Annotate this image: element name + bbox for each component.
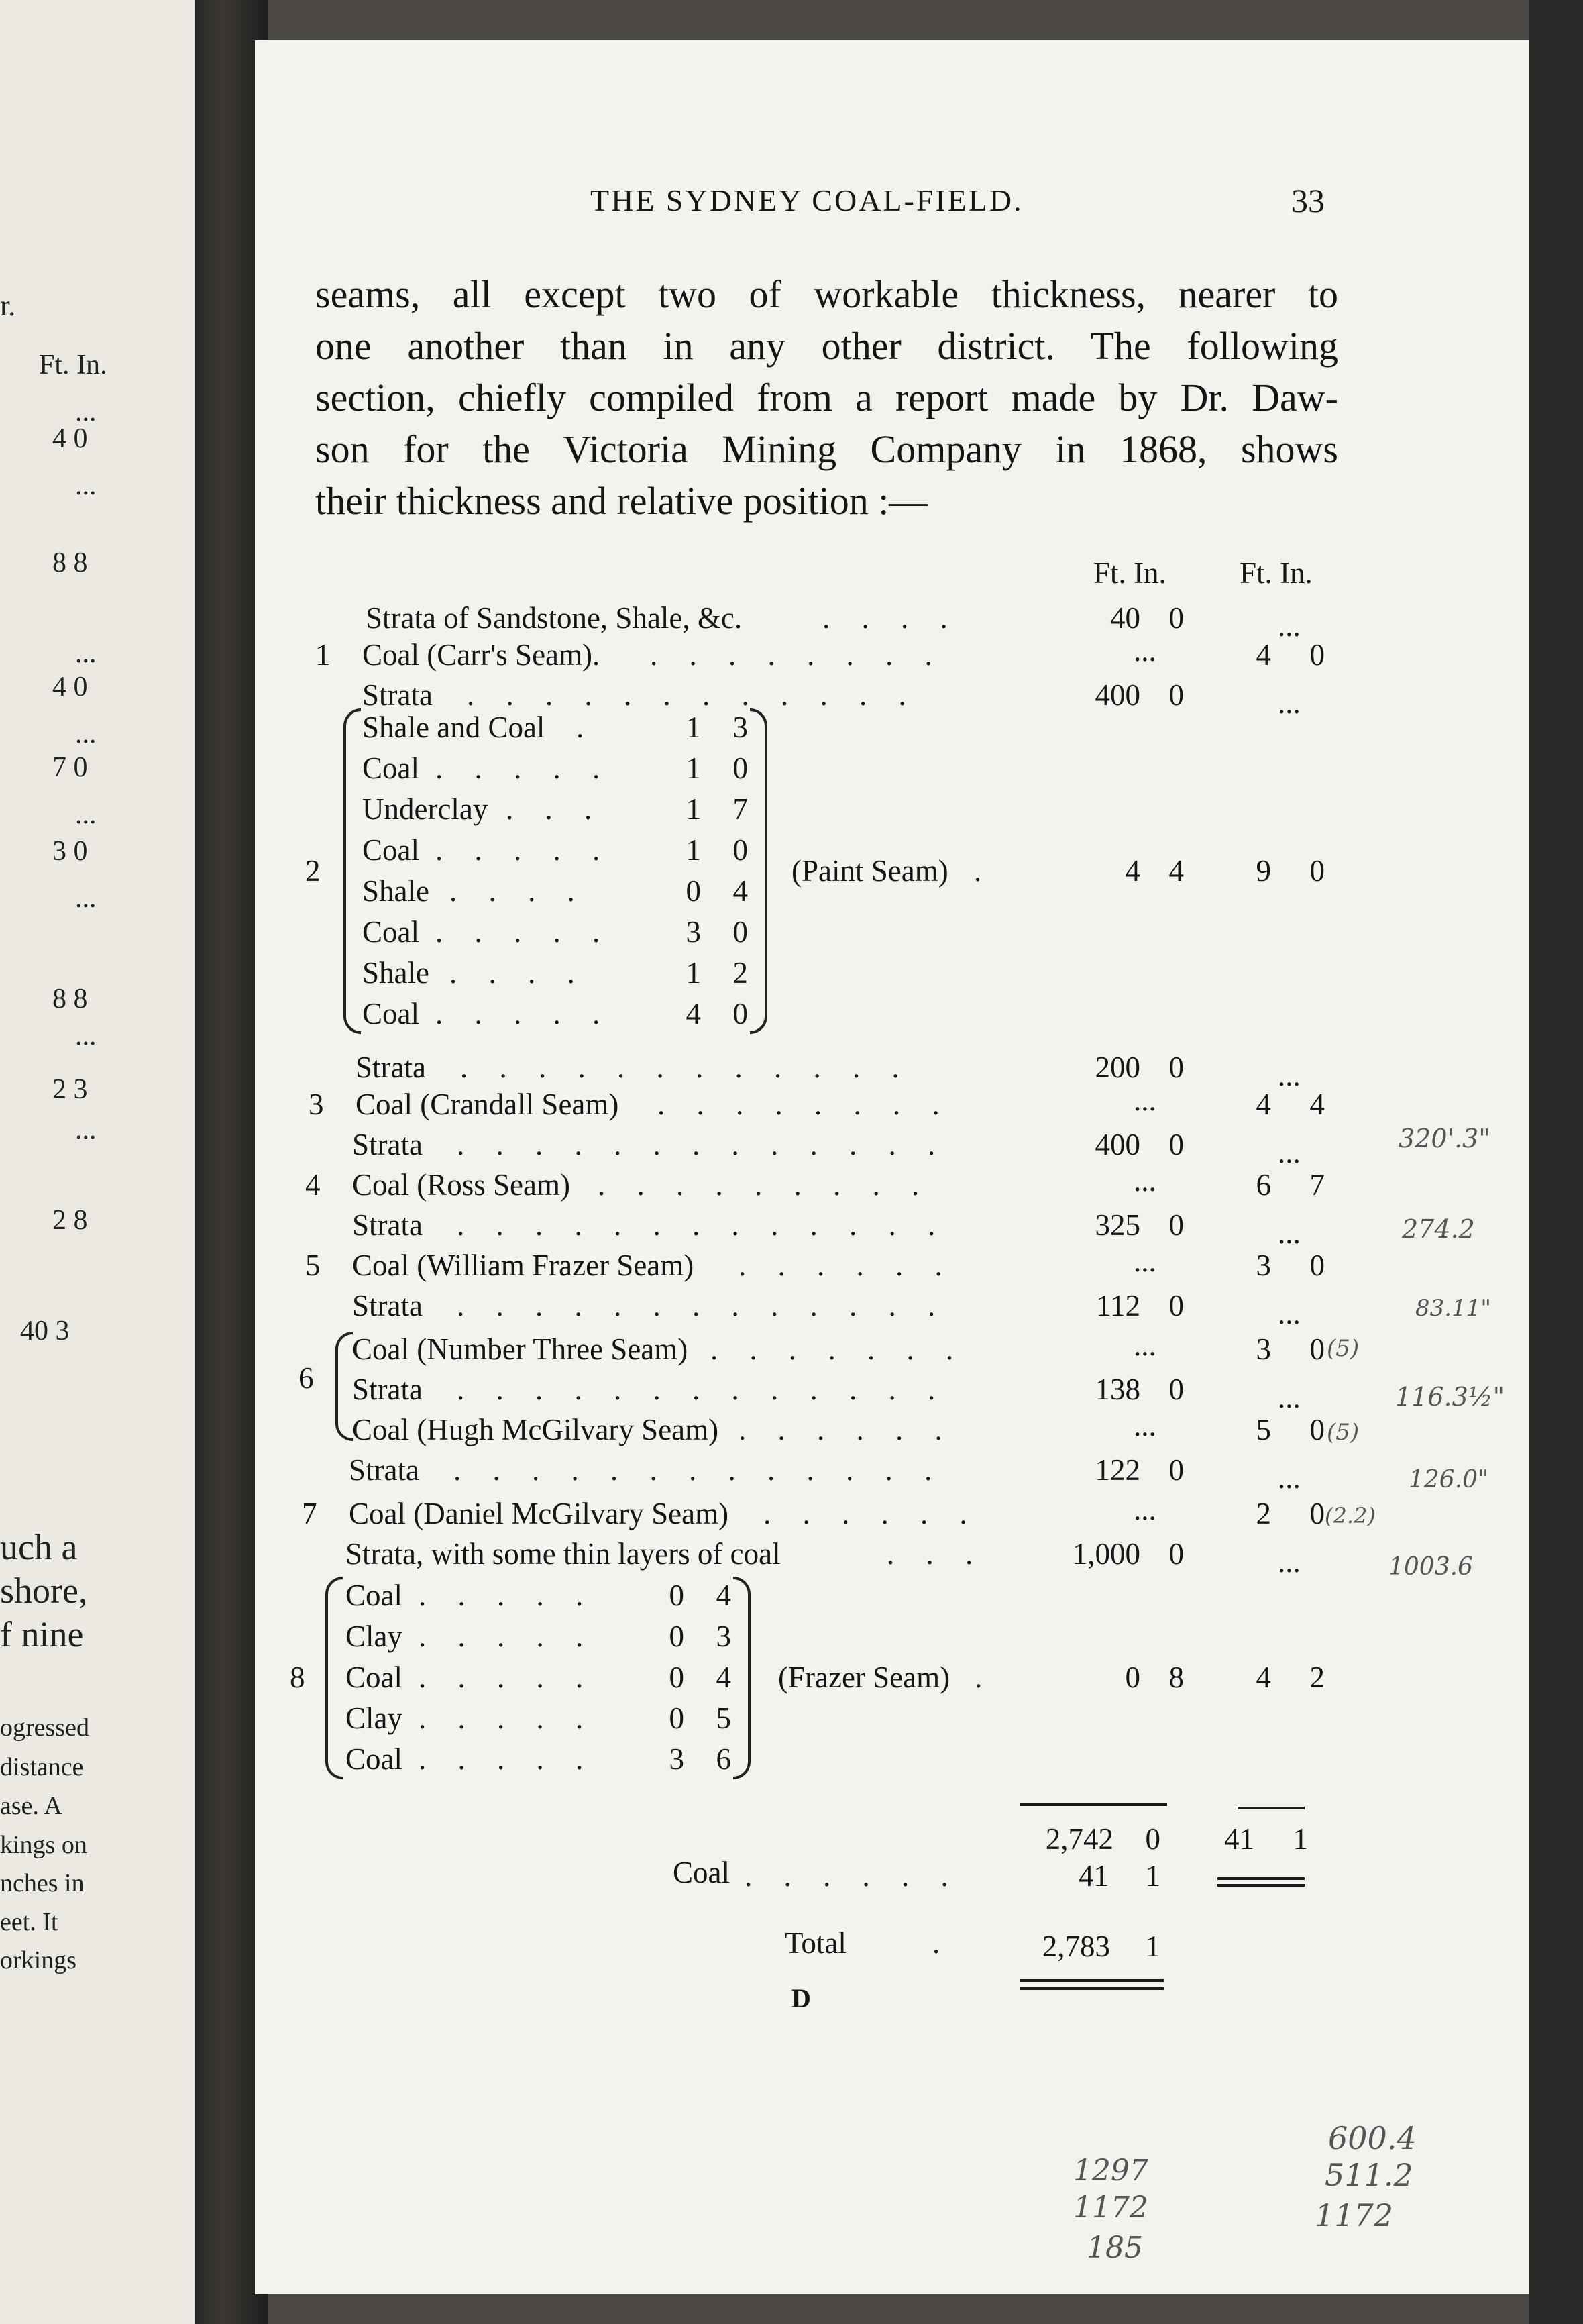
right-empty: ... xyxy=(1278,1216,1301,1250)
layer-in: 0 xyxy=(732,997,748,1031)
dot-leader: . . . . xyxy=(822,601,960,635)
prev-page-value: 4 0 xyxy=(52,672,88,702)
mid-in: 0 xyxy=(1168,1289,1184,1322)
mid-ft: 400 xyxy=(1095,1128,1140,1161)
right-in: 0 xyxy=(1309,1413,1325,1446)
prev-page-value: ... xyxy=(75,470,97,501)
layer-in: 4 xyxy=(732,874,748,908)
coal-total-label: Coal xyxy=(673,1856,730,1889)
mid-ft: 112 xyxy=(1096,1289,1140,1322)
mid-empty: ... xyxy=(1134,1245,1156,1278)
handwritten-note: (5) xyxy=(1327,1419,1360,1446)
prev-page-value: 8 8 xyxy=(52,547,88,578)
seam-right-in: 2 xyxy=(1309,1660,1325,1694)
row-label: Strata, with some thin layers of coal xyxy=(345,1537,781,1571)
mid-ft: 325 xyxy=(1095,1208,1140,1242)
layer-in: 4 xyxy=(716,1579,731,1612)
seam-mid-ft: 4 xyxy=(1125,853,1140,888)
double-rule-mid xyxy=(1020,1979,1164,1982)
prev-page-value: 2 3 xyxy=(52,1074,88,1105)
mid-empty: ... xyxy=(1134,1409,1156,1442)
seam-brace-right xyxy=(733,1577,751,1779)
dot-leader: . . . . . xyxy=(435,751,612,785)
mid-in: 0 xyxy=(1168,1373,1184,1406)
row-label: Coal (Hugh McGilvary Seam) xyxy=(352,1413,719,1446)
right-empty: ... xyxy=(1278,1297,1301,1330)
handwritten-note: 1172 xyxy=(1315,2197,1394,2233)
row-label: Strata xyxy=(352,1373,423,1406)
prev-page-fragment: ogressed xyxy=(0,1713,89,1742)
prev-page-value: 4 0 xyxy=(52,423,88,454)
handwritten-note: 320'.3" xyxy=(1399,1124,1490,1153)
layer-label: Shale xyxy=(362,874,429,908)
layer-label: Clay xyxy=(345,1620,402,1653)
row-label: Coal (Carr's Seam). xyxy=(362,638,600,672)
right-empty: ... xyxy=(1278,609,1301,643)
layer-label: Coal xyxy=(362,915,419,949)
row-number: 3 xyxy=(309,1088,324,1121)
mid-ft: 1,000 xyxy=(1072,1537,1140,1571)
seam-mid-in: 8 xyxy=(1168,1660,1184,1694)
dot-leader: . . . . . xyxy=(435,915,612,949)
right-empty: ... xyxy=(1278,1059,1301,1092)
right-in: 0 xyxy=(1309,638,1325,672)
dot-leader: . . . . . . xyxy=(745,1859,961,1893)
prev-page-value: ... xyxy=(75,799,97,830)
layer-label: Coal xyxy=(345,1742,402,1776)
prev-page-value: 2 8 xyxy=(52,1205,88,1236)
layer-label: Clay xyxy=(345,1701,402,1735)
grand-total-label: Total xyxy=(785,1926,847,1960)
row-label: Strata xyxy=(352,1208,423,1242)
layer-ft: 3 xyxy=(686,915,701,949)
row-number: 1 xyxy=(315,638,331,672)
layer-ft: 1 xyxy=(686,710,701,744)
mid-in: 0 xyxy=(1168,1128,1184,1161)
dot-leader: . . . . . . . . . . . . xyxy=(460,1051,912,1084)
layer-ft: 4 xyxy=(686,997,701,1031)
intro-paragraph xyxy=(315,268,1338,527)
prev-page-fragment: r. xyxy=(0,289,16,322)
row-label: Strata xyxy=(362,678,433,712)
dot-leader: . . . . . xyxy=(419,1742,596,1776)
row-label: Strata xyxy=(349,1453,419,1487)
right-ft: 4 xyxy=(1256,638,1271,672)
prev-page-fragment: kings on xyxy=(0,1831,87,1859)
intro-line: son for the Victoria Mining Company in 1868, shows xyxy=(315,427,1338,471)
handwritten-note: 274.2 xyxy=(1402,1214,1475,1244)
layer-ft: 1 xyxy=(686,833,701,867)
dot-leader: . . . . . xyxy=(419,1620,596,1653)
dot-leader: . xyxy=(932,1926,940,1960)
handwritten-note: 116.3½" xyxy=(1395,1382,1505,1412)
dot-leader: . . . . . xyxy=(435,997,612,1031)
dot-leader: . . . . . . . . . . . . . xyxy=(457,1289,948,1322)
group-brace xyxy=(335,1332,353,1441)
intro-line: seams, all except two of workable thickness, nearer to xyxy=(315,272,1338,316)
seam-right-in: 0 xyxy=(1309,853,1325,888)
grand-total-ft: 2,783 xyxy=(1042,1930,1110,1963)
layer-ft: 1 xyxy=(686,751,701,785)
double-rule-right xyxy=(1217,1884,1305,1887)
layer-in: 0 xyxy=(732,833,748,867)
row-label: Strata of Sandstone, Shale, &c. xyxy=(366,601,743,635)
sum-strata-ft: 2,742 xyxy=(1045,1822,1113,1856)
mid-ft: 40 xyxy=(1110,601,1140,635)
dot-leader: . . . . . . . . . xyxy=(598,1168,932,1202)
prev-page-value: ... xyxy=(75,397,97,427)
right-empty: ... xyxy=(1278,1461,1301,1495)
right-empty: ... xyxy=(1278,1381,1301,1414)
layer-in: 3 xyxy=(732,710,748,744)
prev-page-value: 8 8 xyxy=(52,984,88,1014)
prev-page-fragment: eet. It xyxy=(0,1908,58,1936)
dot-leader: . . . . . . . . . . . . . xyxy=(457,1208,948,1242)
row-label: Strata xyxy=(356,1051,426,1084)
column-head-right: Ft. In. xyxy=(1240,556,1313,590)
layer-label: Shale xyxy=(362,956,429,990)
layer-in: 4 xyxy=(716,1660,731,1694)
seam-mid-ft: 0 xyxy=(1125,1660,1140,1694)
dot-leader: . xyxy=(975,1660,995,1694)
mid-ft: 200 xyxy=(1095,1051,1140,1084)
handwritten-note: 1172 xyxy=(1073,2190,1148,2225)
dot-leader: . xyxy=(974,853,994,888)
mid-empty: ... xyxy=(1134,1328,1156,1362)
prev-page-value: ... xyxy=(75,638,97,669)
seam-number: 2 xyxy=(305,853,321,888)
mid-empty: ... xyxy=(1134,1164,1156,1198)
mid-in: 0 xyxy=(1168,601,1184,635)
prev-page-value: ... xyxy=(75,1020,97,1051)
dot-leader: . . . . . . xyxy=(763,1497,979,1530)
mid-in: 0 xyxy=(1168,1208,1184,1242)
mid-ft: 138 xyxy=(1095,1373,1140,1406)
mid-in: 0 xyxy=(1168,1051,1184,1084)
row-label: Coal (Number Three Seam) xyxy=(352,1332,688,1366)
dot-leader: . . . . . . . xyxy=(710,1332,966,1366)
dot-leader: . . . . xyxy=(449,956,587,990)
handwritten-note: 511.2 xyxy=(1325,2157,1413,2193)
layer-label: Coal xyxy=(362,751,419,785)
page-number: 33 xyxy=(1291,182,1325,219)
right-ft: 3 xyxy=(1256,1332,1271,1366)
running-title: THE SYDNEY COAL-FIELD. xyxy=(590,183,1024,217)
sum-rule-mid xyxy=(1020,1803,1167,1806)
prev-page-fragment: nches in xyxy=(0,1869,85,1897)
previous-page xyxy=(0,0,195,2324)
mid-empty: ... xyxy=(1134,1493,1156,1526)
dot-leader: . . . . . xyxy=(419,1660,596,1694)
right-ft: 5 xyxy=(1256,1413,1271,1446)
layer-label: Coal xyxy=(345,1579,402,1612)
dot-leader: . . . . . . . . . . . . xyxy=(467,678,918,712)
right-empty: ... xyxy=(1278,686,1301,720)
prev-page-fragment: distance xyxy=(0,1753,84,1781)
layer-ft: 0 xyxy=(686,874,701,908)
dot-leader: . xyxy=(576,710,596,744)
right-in: 0 xyxy=(1309,1497,1325,1530)
layer-label: Coal xyxy=(362,997,419,1031)
sum-strata-in: 0 xyxy=(1145,1822,1160,1856)
sum-rule-right xyxy=(1238,1807,1305,1809)
layer-ft: 0 xyxy=(669,1701,684,1735)
dot-leader: . . . . . xyxy=(419,1701,596,1735)
prev-page-value: ... xyxy=(75,719,97,749)
prev-page-fragment: orkings xyxy=(0,1946,76,1974)
prev-page-head: Ft. In. xyxy=(39,350,107,380)
prev-page-fragment: shore, xyxy=(0,1571,88,1611)
row-number: 7 xyxy=(302,1497,317,1530)
column-head-mid: Ft. In. xyxy=(1093,556,1166,590)
dot-leader: . . . . . . . . . . . . . xyxy=(457,1373,948,1406)
prev-page-value: ... xyxy=(75,883,97,914)
dot-leader: . . . . . . . . xyxy=(650,638,944,672)
row-label: Coal (William Frazer Seam) xyxy=(352,1249,694,1282)
layer-ft: 0 xyxy=(669,1579,684,1612)
layer-label: Underclay xyxy=(362,792,488,826)
handwritten-note: (2.2) xyxy=(1325,1503,1376,1528)
layer-in: 2 xyxy=(732,956,748,990)
layer-in: 7 xyxy=(732,792,748,826)
prev-page-value: 40 3 xyxy=(20,1316,70,1346)
seam-name: (Frazer Seam) xyxy=(778,1660,950,1694)
right-ft: 6 xyxy=(1256,1168,1271,1202)
prev-page-value: 3 0 xyxy=(52,836,88,867)
intro-line: one another than in any other district. The following xyxy=(315,324,1338,368)
layer-in: 0 xyxy=(732,751,748,785)
dot-leader: . . . . . . . . . . . . . xyxy=(457,1128,948,1161)
right-ft: 3 xyxy=(1256,1249,1271,1282)
right-in: 7 xyxy=(1309,1168,1325,1202)
handwritten-note: 83.11" xyxy=(1415,1295,1491,1322)
prev-page-value: 7 0 xyxy=(52,752,88,783)
dot-leader: . . . . . . xyxy=(739,1413,954,1446)
seam-name: (Paint Seam) xyxy=(791,853,948,888)
dot-leader: . . . . . . . . . . . . . xyxy=(453,1453,944,1487)
seam-right-ft: 9 xyxy=(1256,853,1271,888)
dot-leader: . . . . . . xyxy=(739,1249,954,1282)
row-label: Coal (Ross Seam) xyxy=(352,1168,570,1202)
dot-leader: . . . . xyxy=(449,874,587,908)
right-in: 4 xyxy=(1309,1088,1325,1121)
layer-in: 6 xyxy=(716,1742,731,1776)
row-label: Strata xyxy=(352,1128,423,1161)
row-number: 4 xyxy=(305,1168,321,1202)
seam-number: 8 xyxy=(290,1660,305,1694)
handwritten-note: (5) xyxy=(1327,1335,1360,1362)
mid-in: 0 xyxy=(1168,1453,1184,1487)
coal-total-ft: 41 xyxy=(1079,1859,1109,1893)
sum-coal-right-ft: 41 xyxy=(1224,1822,1254,1856)
layer-ft: 0 xyxy=(669,1620,684,1653)
dot-leader: . . . xyxy=(887,1537,985,1571)
seam-right-ft: 4 xyxy=(1256,1660,1271,1694)
seam-brace-left xyxy=(343,708,361,1034)
row-number: 5 xyxy=(305,1249,321,1282)
dot-leader: . . . . . xyxy=(419,1579,596,1612)
prev-page-value: ... xyxy=(75,1114,97,1145)
row-label: Coal (Crandall Seam) xyxy=(356,1088,619,1121)
right-empty: ... xyxy=(1278,1545,1301,1579)
row-label: Strata xyxy=(352,1289,423,1322)
layer-label: Coal xyxy=(345,1660,402,1694)
intro-line: their thickness and relative position :— xyxy=(315,479,928,523)
layer-ft: 1 xyxy=(686,956,701,990)
seam-brace-left xyxy=(325,1577,343,1779)
row-label: Coal (Daniel McGilvary Seam) xyxy=(349,1497,729,1530)
handwritten-note: 185 xyxy=(1087,2231,1143,2265)
layer-label: Coal xyxy=(362,833,419,867)
handwritten-note: 126.0" xyxy=(1409,1466,1489,1493)
layer-ft: 0 xyxy=(669,1660,684,1694)
right-ft: 4 xyxy=(1256,1088,1271,1121)
layer-in: 5 xyxy=(716,1701,731,1735)
dot-leader: . . . . . xyxy=(435,833,612,867)
layer-label: Shale and Coal xyxy=(362,710,545,744)
handwritten-note: 1003.6 xyxy=(1388,1553,1473,1581)
prev-page-fragment: uch a xyxy=(0,1527,78,1567)
sum-coal-right-in: 1 xyxy=(1293,1822,1308,1856)
mid-ft: 122 xyxy=(1095,1453,1140,1487)
right-in: 0 xyxy=(1309,1249,1325,1282)
double-rule-mid xyxy=(1020,1987,1164,1990)
right-empty: ... xyxy=(1278,1136,1301,1169)
prev-page-fragment: f nine xyxy=(0,1614,84,1654)
layer-ft: 3 xyxy=(669,1742,684,1776)
double-rule-right xyxy=(1217,1877,1305,1880)
layer-ft: 1 xyxy=(686,792,701,826)
prev-page-fragment: ase. A xyxy=(0,1792,62,1820)
mid-empty: ... xyxy=(1134,634,1156,668)
mid-in: 0 xyxy=(1168,678,1184,712)
layer-in: 0 xyxy=(732,915,748,949)
mid-in: 0 xyxy=(1168,1537,1184,1571)
seam-brace-right xyxy=(750,708,767,1034)
right-ft: 2 xyxy=(1256,1497,1271,1530)
dot-leader: . . . . . . . . xyxy=(657,1088,952,1121)
seam-mid-in: 4 xyxy=(1168,853,1184,888)
right-edge xyxy=(1529,0,1583,2324)
dot-leader: . . . xyxy=(506,792,604,826)
intro-line: section, chiefly compiled from a report made by Dr. Daw- xyxy=(315,376,1338,419)
coal-total-in: 1 xyxy=(1145,1859,1160,1893)
signature-mark: D xyxy=(791,1983,811,2013)
grand-total-in: 1 xyxy=(1145,1930,1160,1963)
right-in: 0 xyxy=(1309,1332,1325,1366)
mid-empty: ... xyxy=(1134,1084,1156,1117)
mid-ft: 400 xyxy=(1095,678,1140,712)
group-number: 6 xyxy=(298,1361,314,1395)
layer-in: 3 xyxy=(716,1620,731,1653)
handwritten-note: 600.4 xyxy=(1328,2120,1417,2156)
handwritten-note: 1297 xyxy=(1073,2154,1148,2188)
